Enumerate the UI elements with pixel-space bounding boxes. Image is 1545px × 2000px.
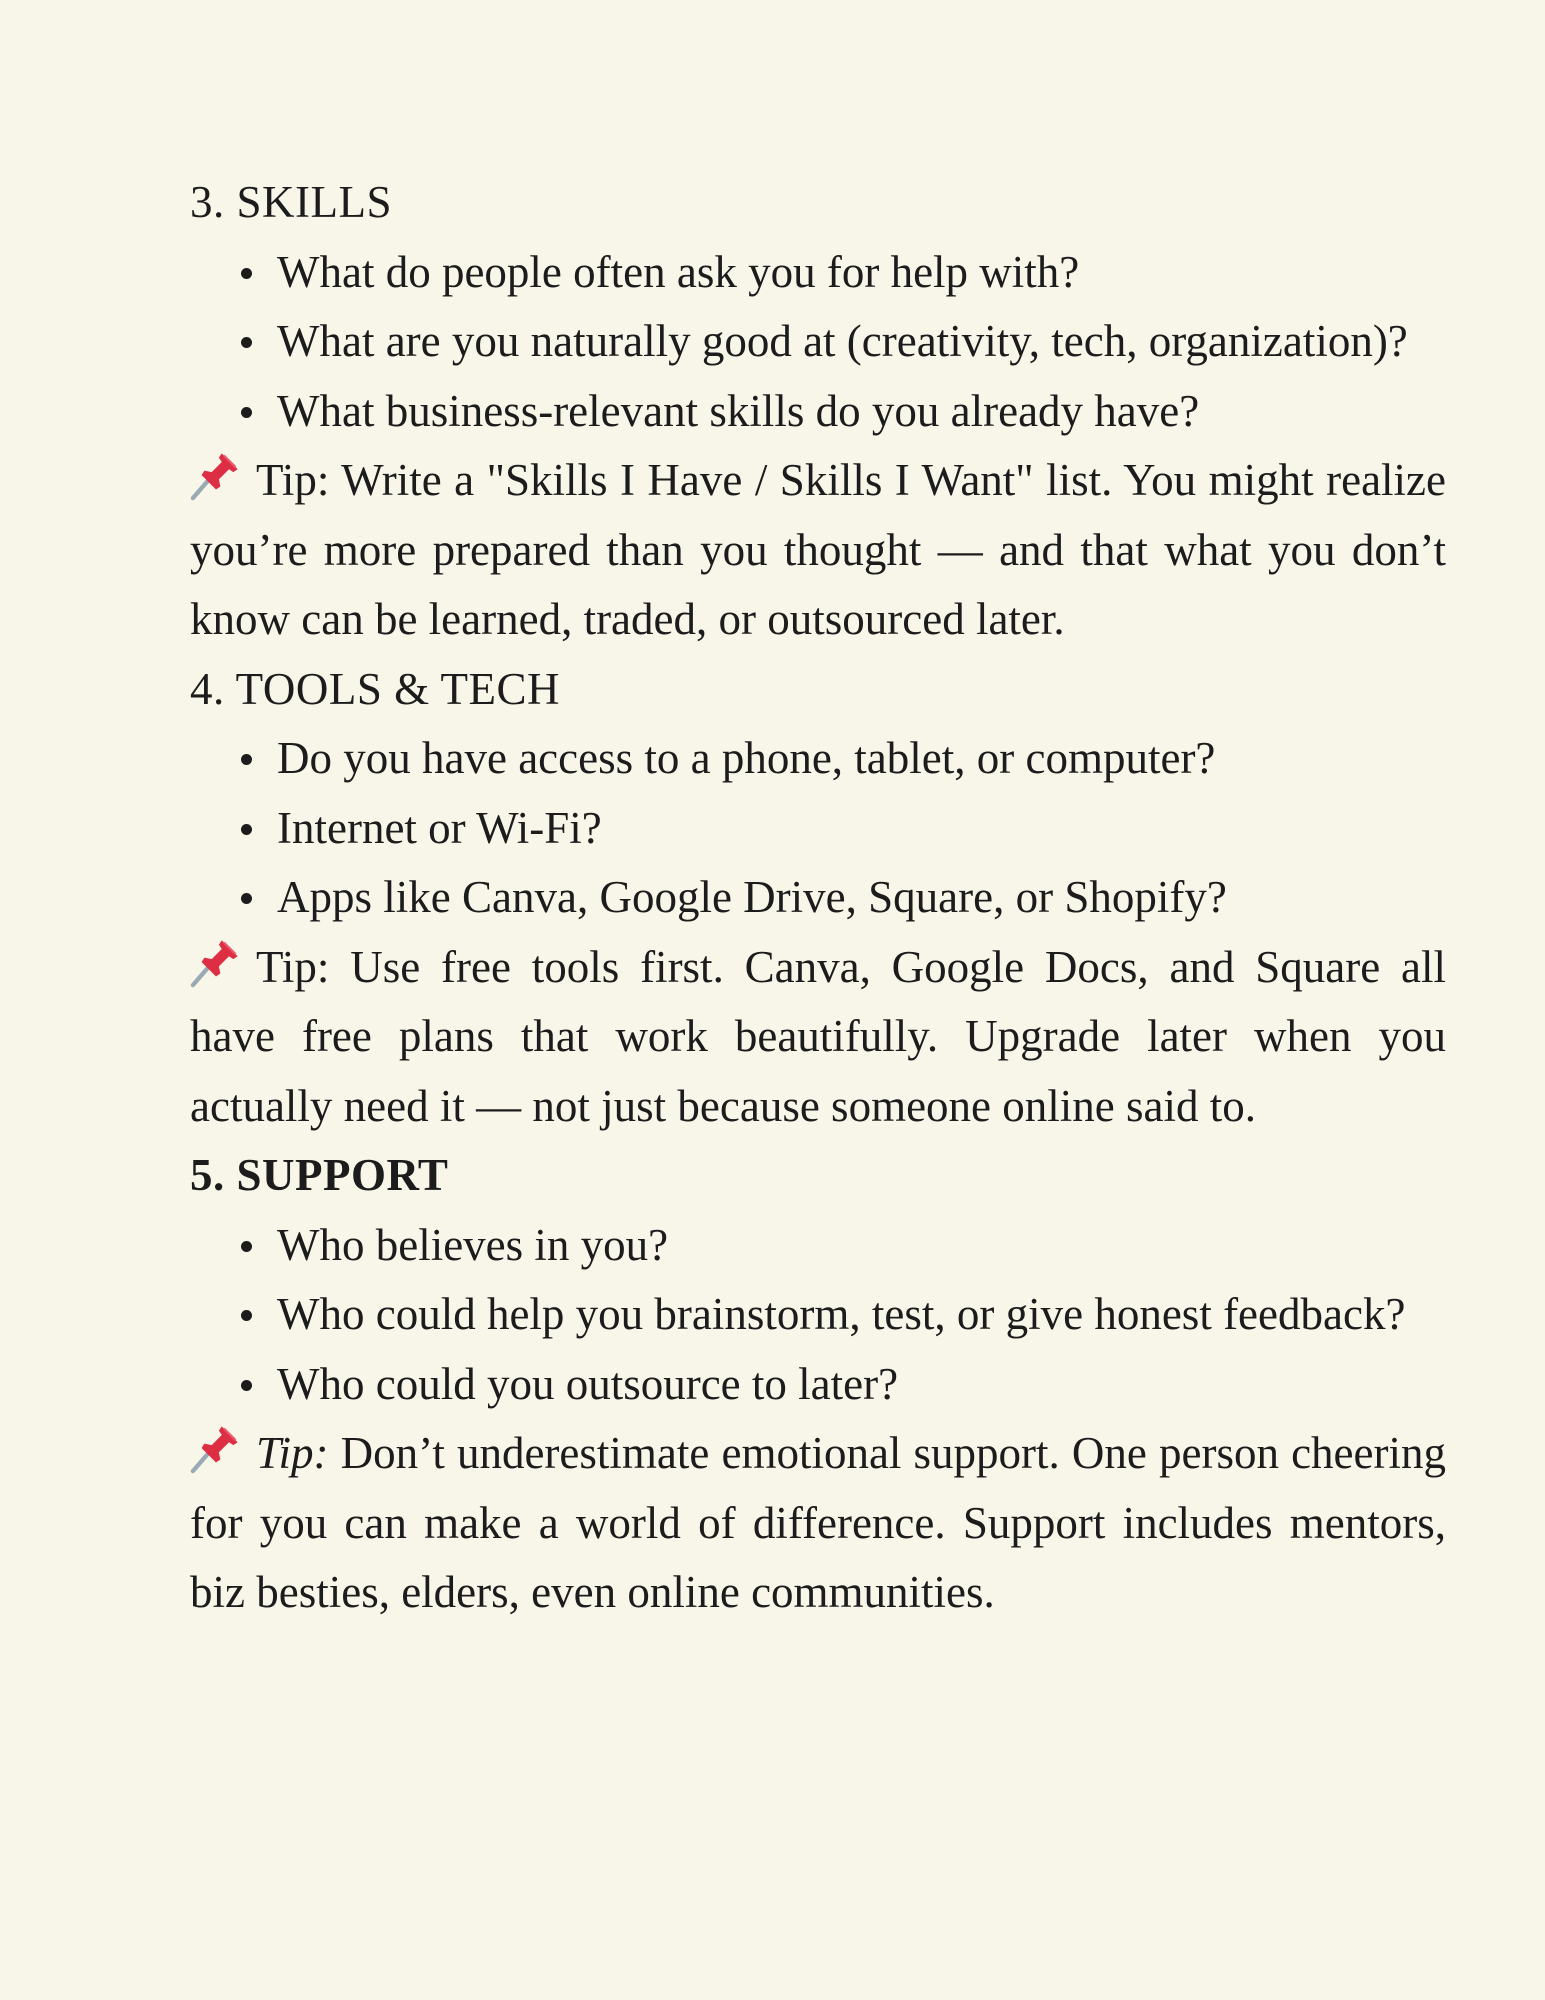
list-item: Who believes in you?: [277, 1211, 1446, 1281]
tip-paragraph: [190, 933, 1446, 1142]
list-item: Apps like Canva, Google Drive, Square, or Shopify?: [277, 863, 1446, 933]
tip-text: Use free tools first. Canva, Google Docs, and Square all have free plans that work beautifully. Upgrade later when you actually need it — not just because someone online said to.: [190, 941, 1446, 1131]
question-list: [190, 724, 1446, 933]
tip-label: Tip:: [256, 941, 330, 992]
section-tools-tech: [190, 655, 1446, 1142]
tip-label: Tip:: [256, 455, 330, 505]
list-item: Who could you outsource to later?: [277, 1350, 1446, 1420]
list-item: What are you naturally good at (creativity, tech, organization)?: [277, 307, 1446, 377]
question-list: [190, 1211, 1446, 1420]
tip-text: Don’t underestimate emotional support. One person cheering for you can make a world of difference. Support includes mentors, biz besties, elders, even online communities.: [190, 1428, 1446, 1617]
pushpin-icon: [190, 449, 242, 501]
question-list: [190, 238, 1446, 447]
tip-text: Write a "Skills I Have / Skills I Want" list. You might realize you’re more prepared than you thought — and that what you don’t know can be learned, traded, or outsourced later.: [190, 455, 1446, 644]
list-item: Internet or Wi-Fi?: [277, 794, 1446, 864]
section-support: [190, 1141, 1446, 1628]
list-item: What do people often ask you for help with?: [277, 238, 1446, 308]
section-heading: 4. TOOLS & TECH: [190, 663, 561, 714]
list-item: Who could help you brainstorm, test, or give honest feedback?: [277, 1280, 1446, 1350]
pushpin-icon: [190, 936, 242, 988]
section-heading: 3. SKILLS: [190, 177, 393, 227]
tip-paragraph: [190, 446, 1446, 655]
list-item: Do you have access to a phone, tablet, or computer?: [277, 724, 1446, 794]
section-heading: 5. SUPPORT: [190, 1150, 449, 1200]
list-item: What business-relevant skills do you already have?: [277, 377, 1446, 447]
section-skills: [190, 168, 1446, 655]
tip-label: Tip:: [256, 1428, 329, 1478]
pushpin-icon: [190, 1422, 242, 1474]
document-content: [190, 168, 1446, 1628]
tip-paragraph: [190, 1419, 1446, 1628]
